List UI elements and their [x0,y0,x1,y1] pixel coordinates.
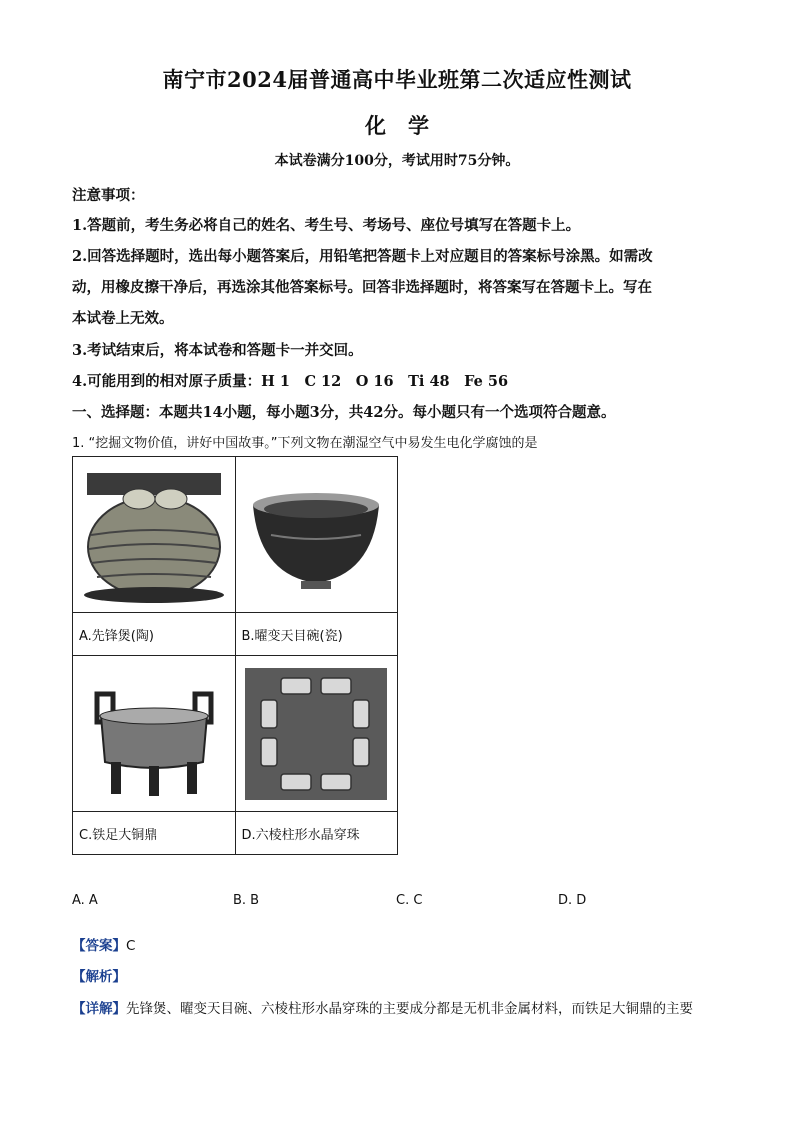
analysis-line [72,965,126,985]
note-line: 1.答题前，考生务必将自己的姓名、考生号、考场号、座位号填写在答题卡上。 [72,217,581,234]
note-line: 4.可能用到的相对原子质量：H 1 C 12 O 16 Ti 48 Fe 56 [72,373,509,390]
exam-subject: 化学 [365,113,451,138]
option-label: D.六棱柱形水晶穿珠 [235,812,398,855]
choice-a: A. A [72,893,98,908]
note-line: 3.考试结束后，将本试卷和答题卡一并交回。 [72,342,363,359]
question-stem: 1. “挖掘文物价值，讲好中国故事。”下列文物在潮湿空气中易发生电化学腐蚀的是 [72,436,538,451]
notes-heading: 注意事项： [72,187,145,204]
choice-d: D. D [558,893,587,908]
section-heading: 一、选择题：本题共14小题，每小题3分，共42分。每小题只有一个选项符合题意。 [72,404,616,421]
pottery-jar-image [73,457,236,613]
porcelain-bowl-image [235,457,398,613]
answer-line [72,934,135,954]
option-label: B.曜变天目碗(瓷) [235,613,398,656]
analysis-tag: 【解析】 [72,969,126,985]
detail-text: 先锋煲、曜变天目碗、六棱柱形水晶穿珠的主要成分都是无机非金属材料，而铁足大铜鼎的主要 [126,1001,693,1017]
note-line: 动，用橡皮擦干净后，再选涂其他答案标号。回答非选择题时，将答案写在答题卡上。写在 [72,279,652,296]
choice-c: C. C [396,893,423,908]
bronze-ding-image [73,656,236,812]
options-table [72,456,398,855]
option-label: C.铁足大铜鼎 [73,812,236,855]
detail-line [72,997,693,1017]
crystal-beads-image [235,656,398,812]
answer-value: C [126,938,136,954]
option-label: A.先锋煲(陶) [73,613,236,656]
choice-b: B. B [233,893,260,908]
answer-tag: 【答案】 [72,938,126,954]
note-line: 2.回答选择题时，选出每小题答案后，用铅笔把答题卡上对应题目的答案标号涂黑。如需改 [72,248,653,265]
detail-tag: 【详解】 [72,1001,126,1017]
exam-title: 南宁市2024届普通高中毕业班第二次适应性测试 [162,67,632,92]
note-line: 本试卷上无效。 [72,310,174,327]
exam-meta: 本试卷满分100分，考试用时75分钟。 [274,153,520,169]
